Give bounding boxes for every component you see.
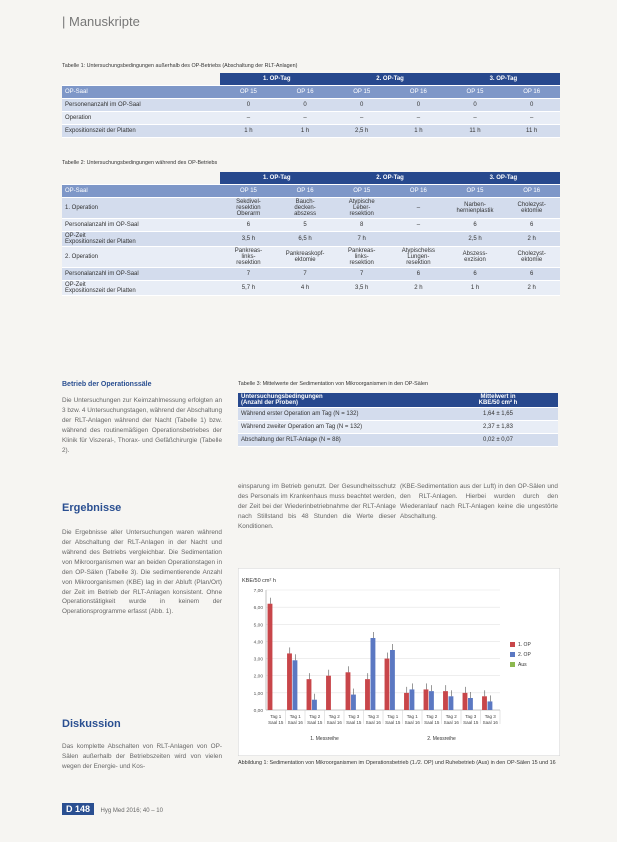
table1-cell: 1 h [220,125,277,138]
legend-label: Aus [518,662,527,668]
x-tick-label: Tag 2 [328,714,340,719]
bar-2op [312,700,317,710]
bar-2op [488,701,493,710]
table3-label: Während zweiter Operation am Tag (N = 132) [238,421,438,434]
x-tick-label: Saal 15 [385,720,401,725]
table2-cell: Pankreas- links- resektion [333,247,390,268]
y-tick-label: 0,00 [253,709,263,714]
x-tick-label: Saal 15 [424,720,440,725]
table2-group-3: 3. OP-Tag [447,172,560,185]
page-footer [62,804,163,814]
bar-2op [351,695,356,710]
bar-1op [404,693,409,710]
table2-cell: Atypischelss Lungen- resektion [390,247,447,268]
table2-subheader: OP 15 [447,185,504,198]
table2-cell: Pankreas- links- resektion [220,247,277,268]
table2-label: 1. Operation [62,198,220,219]
table2-cell: 8 [333,219,390,232]
table3 [238,393,558,447]
table2-group-1: 1. OP-Tag [220,172,333,185]
table2-cell: 1 h [447,281,504,296]
x-tick-label: Tag 1 [270,714,282,719]
x-tick-label: Tag 3 [367,714,379,719]
y-tick-label: 2,00 [253,674,263,680]
table2-cell: 7 [333,268,390,281]
bar-1op [268,604,273,710]
x-tick-label: Tag 1 [406,714,418,719]
table2-row [62,281,560,296]
x-tick-label: Saal 15 [346,720,362,725]
table1-cell: – [503,112,560,125]
table2-row [62,219,560,232]
bar-1op [346,672,351,710]
section-header: | Manuskripte [62,14,140,29]
table2-cell: 4 h [277,281,334,296]
table2-cell: – [390,198,447,219]
legend-label: 1. OP [518,642,531,648]
paragraph-middle: einsparung im Betrieb genutzt. Der Gesundheitsschutz des Personals im Krankenhaus muss beachtet werden, der Zeit bei der Wiederinbetriebnahme der RLT-Anlage nach Stillstand bis 48 Stunden die Werte dieser Konditionen. [238,483,396,530]
table1-subheader: OP 16 [390,86,447,99]
table2-label: Personalanzahl im OP-Saal [62,268,220,281]
y-tick-label: 3,00 [253,657,263,663]
table1-cell: 0 [333,99,390,112]
table2-cell: 6 [390,268,447,281]
bar-1op [326,676,331,710]
table2-cell: Pankreaskopf- ektomie [277,247,334,268]
table3-header-mean: Mittelwert in KBE/50 cm² h [438,393,558,408]
bar-2op [410,689,415,710]
table1-cell: 0 [390,99,447,112]
table2-row [62,268,560,281]
table3-caption: Tabelle 3: Mittelwerte der Sedimentation von Mikroorganismen in den OP-Sälen [238,381,428,387]
bar-1op [482,696,487,710]
table1-cell: – [220,112,277,125]
x-tick-label: Saal 16 [404,720,420,725]
heading-diskussion: Diskussion [62,718,121,730]
legend-swatch [510,652,515,657]
x-tick-label: Tag 3 [465,714,477,719]
table2-cell: 6,5 h [277,232,334,247]
table2-cell: Cholezyst- ektomie [503,198,560,219]
paragraph-ergebnisse: Die Ergebnisse aller Untersuchungen waren während der Abschaltung der RLT-Anlagen in der Nacht und während des Betriebs vergleichbar. Die Sedimentation von Mikroorganismen war an beiden Operationstagen in den OP-Sälen (Tabelle 3). Die sedimentierende Anzahl von Mikroorganismen (KBE) lag in der Abluft (Plan/Ort) der Zeit im Betrieb der RLT-Anlagen konsistent. Ohne Operationstätigkeit wurde in keinem der Operationsprogramme erfasst (Abb. 1). [62,529,222,616]
legend-swatch [510,642,515,647]
paragraph-betrieb: Die Untersuchungen zur Keimzahlmessung erfolgten an 3 bzw. 4 Untersuchungstagen, während der Abschaltung der RLT-Anlagen während der Nacht (Tabelle 1) bzw. während des routinemäßigen Operationsbetriebes der Klinik für Viszeral-, Thorax- und Gefäßchirurgie (Tabelle 2). [62,397,222,454]
bar-1op [365,679,370,710]
x-tick-label: Tag 1 [387,714,399,719]
x-tick-label: Tag 3 [348,714,360,719]
table2-cell: 7 [220,268,277,281]
paragraph-right: (KBE-Sedimentation aus der Luft) in den OP-Sälen und den RLT-Anlagen. Hierbei wurden durch den Wiederanlauf nach RLT-Anlagen keine die ungestörte Abschaltung. [400,483,558,520]
table2-subheader: OP-Saal [62,185,220,198]
heading-ergebnisse: Ergebnisse [62,502,122,514]
x-tick-label: Tag 2 [445,714,457,719]
table3-label: Abschaltung der RLT-Anlage (N = 88) [238,434,438,447]
table2-cell: 6 [503,219,560,232]
table2-caption: Tabelle 2: Untersuchungsbedingungen während des OP-Betriebs [62,160,218,166]
table1-subheader: OP-Saal [62,86,220,99]
table2-cell: Abszess- exzision [447,247,504,268]
table2 [62,172,560,296]
table1-cell: 1 h [390,125,447,138]
table1-caption: Tabelle 1: Untersuchungsbedingungen außerhalb des OP-Betriebs (Abschaltung der RLT-Anlagen) [62,63,298,69]
table1-label: Personenanzahl im OP-Saal [62,99,220,112]
table1-subheader: OP 15 [220,86,277,99]
bar-2op [429,691,434,710]
figure-caption: Abbildung 1: Sedimentation von Mikroorganismen im Operationsbetrieb (1./2. OP) und Ruhebetrieb (Aus) in den OP-Sälen 15 und 16 [238,760,556,766]
table3-label: Während erster Operation am Tag (N = 132) [238,408,438,421]
x-tick-label: Tag 2 [426,714,438,719]
table1-label: Operation [62,112,220,125]
x-tick-label: Saal 16 [287,720,303,725]
table1-row [62,99,560,112]
table2-label: 2. Operation [62,247,220,268]
table3-row [238,408,558,421]
table2-cell [390,232,447,247]
table2-cell: 3,5 h [220,232,277,247]
bar-2op [390,650,395,710]
table1-cell: 11 h [503,125,560,138]
table2-cell: Atypische Leber- resektion [333,198,390,219]
table1-subheader: OP 16 [277,86,334,99]
table3-cell: 1,64 ± 1,65 [438,408,558,421]
table2-cell: 6 [447,219,504,232]
table2-cell: 7 h [333,232,390,247]
x-tick-label: Saal 16 [443,720,459,725]
table2-label: OP-Zeit Expositionszeit der Platten [62,232,220,247]
table2-cell: Cholezyst- ektomie [503,247,560,268]
table1 [62,73,560,138]
table2-subheader: OP 16 [503,185,560,198]
table2-group-2: 2. OP-Tag [333,172,446,185]
table2-cell: 2,5 h [447,232,504,247]
paragraph-diskussion: Das komplette Abschalten von RLT-Anlagen von OP-Sälen außerhalb der Betriebszeiten wird von vielen wegen der Energie- und Kos- [62,743,222,770]
legend-label: 2. OP [518,652,531,658]
table2-cell: 5 [277,219,334,232]
bar-2op [468,698,473,710]
table3-header-conditions: Untersuchungsbedingungen (Anzahl der Proben) [238,393,438,408]
chart-ylabel: KBE/50 cm² h [242,578,276,584]
table3-row [238,421,558,434]
table1-cell: 0 [220,99,277,112]
table2-cell: 2 h [503,232,560,247]
x-tick-label: Saal 16 [326,720,342,725]
table2-row [62,198,560,219]
table1-group-2: 2. OP-Tag [333,73,446,86]
x-tick-label: Saal 16 [482,720,498,725]
table2-cell: Bauch- decken- abszess [277,198,334,219]
table1-group-1: 1. OP-Tag [220,73,333,86]
table1-cell: 0 [503,99,560,112]
table2-subheader: OP 16 [390,185,447,198]
bar-2op [449,696,454,710]
table3-cell: 0,02 ± 0,07 [438,434,558,447]
table1-cell: 0 [447,99,504,112]
table1-cell: – [390,112,447,125]
x-tick-label: Tag 1 [289,714,301,719]
bar-1op [424,689,429,710]
bar-2op [293,660,298,710]
y-tick-label: 5,00 [253,623,263,629]
table1-subheader: OP 16 [503,86,560,99]
bar-1op [443,691,448,710]
table2-cell: Narben- hernienplastik [447,198,504,219]
table2-cell: 7 [277,268,334,281]
group-label: 2. Messreihe [427,736,456,742]
group-label: 1. Messreihe [310,736,339,742]
x-tick-label: Saal 15 [307,720,323,725]
table1-cell: 0 [277,99,334,112]
bar-1op [385,659,390,710]
table2-cell: 2 h [503,281,560,296]
table1-label: Expositionszeit der Platten [62,125,220,138]
legend-swatch [510,662,515,667]
table1-cell: – [277,112,334,125]
table1-cell: 11 h [447,125,504,138]
table1-group-3: 3. OP-Tag [447,73,560,86]
bar-1op [287,653,292,710]
table2-cell: 6 [447,268,504,281]
table2-subheader: OP 15 [333,185,390,198]
table2-cell: 5,7 h [220,281,277,296]
y-tick-label: 4,00 [253,640,263,646]
y-tick-label: 7,00 [253,589,263,594]
sedimentation-bar-chart [238,568,560,756]
x-tick-label: Tag 3 [484,714,496,719]
table2-cell: 2 h [390,281,447,296]
bar-1op [463,693,468,710]
table1-subheader: OP 15 [333,86,390,99]
table2-row [62,247,560,268]
journal-ref: Hyg Med 2016; 40 – 10 [100,808,163,814]
page-number: D 148 [62,803,94,815]
table1-subheader: OP 15 [447,86,504,99]
bar-1op [307,679,312,710]
table1-row [62,125,560,138]
table1-cell: – [447,112,504,125]
bar-2op [371,638,376,710]
table1-cell: 1 h [277,125,334,138]
table2-label: Personalanzahl im OP-Saal [62,219,220,232]
y-tick-label: 6,00 [253,606,263,612]
heading-betrieb: Betrieb der Operationssäle [62,381,152,388]
table2-cell: 6 [220,219,277,232]
table2-cell: 6 [503,268,560,281]
y-tick-label: 1,00 [253,691,263,697]
x-tick-label: Tag 2 [309,714,321,719]
table2-subheader: OP 16 [277,185,334,198]
table2-subheader: OP 15 [220,185,277,198]
x-tick-label: Saal 16 [365,720,381,725]
table2-label: OP-Zeit Expositionszeit der Platten [62,281,220,296]
table2-cell: – [390,219,447,232]
table3-row [238,434,558,447]
table2-cell: Sekdivel- resektion Oberarm [220,198,277,219]
table1-cell: – [333,112,390,125]
x-tick-label: Saal 15 [268,720,284,725]
table3-cell: 2,37 ± 1,83 [438,421,558,434]
table1-cell: 2,5 h [333,125,390,138]
table1-row [62,112,560,125]
table2-row [62,232,560,247]
table2-cell: 3,5 h [333,281,390,296]
x-tick-label: Saal 15 [463,720,479,725]
